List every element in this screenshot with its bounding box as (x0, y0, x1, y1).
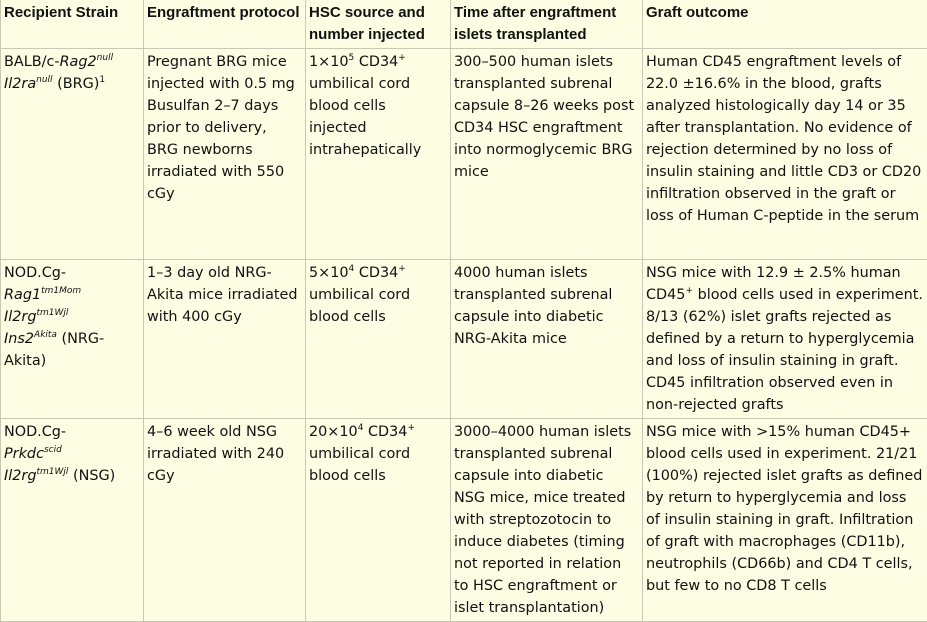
reference-marker: 1 (99, 75, 105, 85)
outcome-text: NSG mice with 12.9 ± 2.5% human CD45 (646, 265, 901, 303)
hsc-description: umbilical cord blood cells (309, 446, 410, 484)
table-row (1, 49, 927, 260)
outcome-text: blood cells used in experiment. 8/13 (62%) islet grafts rejected as defined by a return to hyperglycemia and loss of insulin staining in graft. CD45 infiltration observed even in non-rejected grafts (646, 287, 923, 413)
allele: tm1Mom (41, 286, 81, 296)
allele: scid (44, 445, 62, 455)
cell-hsc-source (306, 49, 451, 260)
gene-name: Rag2 (60, 54, 97, 70)
header-recipient-strain: Recipient Strain (1, 0, 144, 49)
cell-time-after-engraftment: 300–500 human islets transplanted subrenal capsule 8–26 weeks post CD34 HSC engraftment into normoglycemic BRG mice (451, 49, 643, 260)
header-time-after-engraftment: Time after engraftment islets transplanted (451, 0, 643, 49)
strain-prefix: NOD.Cg- (4, 265, 66, 281)
cell-hsc-source (306, 419, 451, 622)
cell-engraftment-protocol: 1–3 day old NRG-Akita mice irradiated with 400 cGy (144, 260, 306, 419)
hsc-exponent: 4 (349, 264, 355, 274)
hsc-marker: CD34 (354, 265, 398, 281)
table-row (1, 419, 927, 622)
gene-name: Rag1 (4, 287, 41, 303)
allele: Akita (34, 330, 57, 340)
gene-name: Il2rg (4, 468, 36, 484)
hsc-marker: CD34 (354, 54, 398, 70)
header-row (1, 0, 927, 49)
gene-name: Ins2 (4, 331, 34, 347)
hsc-count: 1×10 (309, 54, 349, 70)
strain-abbrev: (NRG-Akita) (4, 331, 104, 369)
allele: tm1Wjl (36, 467, 68, 477)
hsc-plus: + (407, 423, 415, 433)
cell-graft-outcome: Human CD45 engraftment levels of 22.0 ±16.6% in the blood, grafts analyzed histologically day 14 or 35 after transplantation. No evidence of rejection determined by no loss of insulin staining and little CD3 or CD20 infiltration observed in the graft or loss of Human C-peptide in the serum (643, 49, 927, 260)
hsc-plus: + (398, 264, 406, 274)
hsc-count: 5×10 (309, 265, 349, 281)
header-graft-outcome: Graft outcome (643, 0, 927, 49)
hsc-count: 20×10 (309, 424, 358, 440)
gene-name: Il2ra (4, 76, 36, 92)
cell-recipient-strain (1, 49, 144, 260)
strain-prefix: NOD.Cg- (4, 424, 66, 440)
hsc-exponent: 5 (349, 53, 355, 63)
header-engraftment-protocol: Engraftment protocol (144, 0, 306, 49)
cell-engraftment-protocol: Pregnant BRG mice injected with 0.5 mg Busulfan 2–7 days prior to delivery, BRG newborns irradiated with 550 cGy (144, 49, 306, 260)
hsc-plus: + (398, 53, 406, 63)
cell-graft-outcome: NSG mice with >15% human CD45+ blood cells used in experiment. 21/21 (100%) rejected islet grafts as defined by return to hyperglycemia and loss of insulin staining in graft. Infiltration of graft with macrophages (CD11b), neutrophils (CD66b) and CD4 T cells, but few to no CD8 T cells (643, 419, 927, 622)
outcome-plus: + (685, 286, 693, 296)
cell-time-after-engraftment: 4000 human islets transplanted subrenal capsule into diabetic NRG-Akita mice (451, 260, 643, 419)
allele: tm1Wjl (36, 308, 68, 318)
gene-name: Il2rg (4, 309, 36, 325)
allele: null (97, 53, 113, 63)
cell-recipient-strain (1, 260, 144, 419)
cell-engraftment-protocol: 4–6 week old NSG irradiated with 240 cGy (144, 419, 306, 622)
hsc-description: umbilical cord blood cells (309, 287, 410, 325)
strain-abbrev: (BRG) (53, 76, 100, 92)
strain-prefix: BALB/c- (4, 54, 60, 70)
gene-name: Prkdc (4, 446, 44, 462)
cell-recipient-strain (1, 419, 144, 622)
hsc-marker: CD34 (363, 424, 407, 440)
cell-graft-outcome (643, 260, 927, 419)
table-row (1, 260, 927, 419)
hsc-exponent: 4 (358, 423, 364, 433)
hsc-description: umbilical cord blood cells injected intrahepatically (309, 76, 421, 158)
strain-abbrev: (NSG) (68, 468, 115, 484)
allele: null (36, 75, 52, 85)
cell-time-after-engraftment: 3000–4000 human islets transplanted subrenal capsule into diabetic NSG mice, mice treated with streptozotocin to induce diabetes (timing not reported in relation to HSC engraftment or islet transplantation) (451, 419, 643, 622)
header-hsc-source: HSC source and number injected (306, 0, 451, 49)
cell-hsc-source (306, 260, 451, 419)
